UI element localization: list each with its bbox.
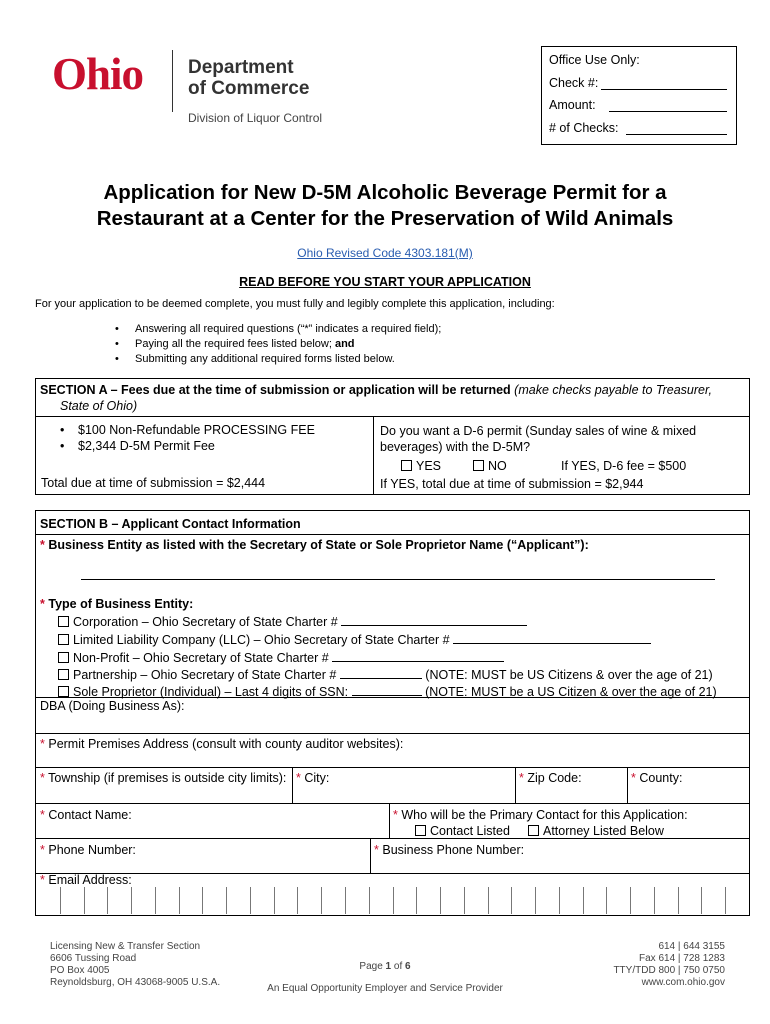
requirement-text: Paying all the required fees listed below; [135, 338, 332, 350]
email-cell-divider [440, 887, 441, 914]
requirements-list [115, 322, 441, 367]
required-mark: * [40, 771, 45, 785]
partnership-note: (NOTE: MUST be US Citizens & over the age of 21) [425, 668, 713, 682]
business-phone-text: Business Phone Number: [382, 843, 525, 857]
checkbox-icon[interactable] [415, 825, 426, 836]
logo-divider [172, 50, 173, 112]
zip-text: Zip Code: [527, 771, 582, 785]
checks-count-label: # of Checks: [549, 121, 619, 135]
d6-question [380, 423, 696, 455]
county-text: County: [639, 771, 683, 785]
divider [36, 534, 749, 535]
required-mark: * [519, 771, 524, 785]
township-text: Township (if premises is outside city limits): [48, 771, 287, 785]
required-mark: * [40, 873, 45, 887]
amount-field[interactable] [609, 111, 727, 112]
requirement-item [115, 337, 441, 352]
required-mark: * [40, 538, 45, 552]
email-cell-divider [630, 887, 631, 914]
email-cell-divider [107, 887, 108, 914]
divider [370, 838, 371, 873]
divider [36, 838, 389, 839]
email-cell-divider [606, 887, 607, 914]
section-a-note-cont: State of Ohio) [60, 399, 138, 413]
section-b-contact [35, 510, 750, 916]
email-cell-divider [274, 887, 275, 914]
email-cell-divider [393, 887, 394, 914]
email-cell-divider [535, 887, 536, 914]
business-type-label [40, 597, 193, 611]
llc-charter-field[interactable] [453, 631, 651, 644]
processing-fee: • $100 Non-Refundable PROCESSING FEE [60, 423, 315, 437]
section-b-heading: SECTION B – Applicant Contact Information [40, 517, 301, 531]
ohio-revised-code-link[interactable]: Ohio Revised Code 4303.181(M) [297, 246, 473, 260]
form-title-line2: Restaurant at a Center for the Preservation of Wild Animals [96, 207, 674, 230]
dba-field[interactable] [36, 697, 749, 733]
requirement-text: Answering all required questions (“*” indicates a required field); [135, 323, 442, 335]
llc-label: Limited Liability Company (LLC) – Ohio Secretary of State Charter # [73, 633, 450, 647]
footer-tty: TTY/TDD 800 | 750 0750 [613, 965, 725, 976]
email-cell-divider [297, 887, 298, 914]
dba-label: DBA (Doing Business As): [40, 699, 185, 713]
required-mark: * [40, 597, 45, 611]
email-cell-divider [84, 887, 85, 914]
form-title-line1: Application for New D-5M Alcoholic Beverage Permit for a [103, 181, 667, 204]
checks-count-field[interactable] [626, 134, 727, 135]
check-number-field[interactable] [601, 89, 727, 90]
county-label [631, 771, 682, 785]
email-cell-divider [131, 887, 132, 914]
email-cell-divider [559, 887, 560, 914]
footer-address-line: 6606 Tussing Road [50, 953, 137, 964]
required-mark: * [296, 771, 301, 785]
amount-label: Amount: [549, 98, 596, 112]
city-label [296, 771, 329, 785]
d6-question-line1: Do you want a D-6 permit (Sunday sales of wine & mixed [380, 424, 697, 438]
checkbox-icon[interactable] [58, 669, 69, 680]
total-due: Total due at time of submission = $2,444 [41, 476, 266, 490]
partnership-label: Partnership – Ohio Secretary of State Charter # [73, 668, 337, 682]
email-cell-divider [678, 887, 679, 914]
checkbox-icon[interactable] [58, 652, 69, 663]
checkbox-icon[interactable] [401, 460, 412, 471]
office-use-box [541, 46, 737, 145]
divider [36, 873, 749, 874]
checkbox-icon[interactable] [58, 634, 69, 645]
equal-opportunity-text: An Equal Opportunity Employer and Service Provider [267, 983, 503, 994]
phone-label [40, 843, 136, 857]
premises-address-label [40, 737, 403, 751]
partnership-option[interactable] [58, 666, 713, 682]
email-cell-divider [725, 887, 726, 914]
business-entity-field[interactable] [81, 579, 715, 580]
department-name [188, 57, 309, 99]
d6-total: If YES, total due at time of submission = $2,944 [380, 477, 644, 491]
divider [627, 767, 628, 803]
email-label [40, 873, 132, 887]
ssn-field[interactable] [352, 683, 422, 696]
office-use-title: Office Use Only: [549, 53, 640, 67]
page-prefix: Page [359, 961, 383, 972]
page-current: 1 [385, 961, 392, 972]
primary-contact-label [393, 808, 688, 822]
divider [36, 733, 749, 734]
d6-yes-label: YES [416, 459, 442, 473]
form-title [0, 180, 770, 232]
business-entity-label [40, 538, 589, 552]
footer-address-line: Licensing New & Transfer Section [50, 941, 201, 952]
email-cell-divider [179, 887, 180, 914]
section-a-fees [35, 378, 750, 495]
email-text: Email Address: [48, 873, 132, 887]
email-field-grid[interactable] [36, 887, 749, 914]
divider [515, 767, 516, 803]
checkbox-icon[interactable] [528, 825, 539, 836]
township-label [40, 771, 286, 785]
attorney-listed-option[interactable] [528, 824, 664, 838]
email-cell-divider [369, 887, 370, 914]
email-cell-divider [416, 887, 417, 914]
ohio-logo: Ohio [52, 49, 144, 99]
section-a-note: (make checks payable to Treasurer, [514, 383, 712, 397]
primary-contact-text: Who will be the Primary Contact for this Application: [401, 808, 688, 822]
nonprofit-option[interactable] [58, 649, 504, 665]
requirement-item [115, 322, 441, 337]
divider [36, 416, 749, 417]
llc-option[interactable] [58, 631, 651, 647]
d6-no-option[interactable] [473, 459, 507, 473]
footer-phone: 614 | 644 3155 [658, 941, 725, 952]
email-cell-divider [226, 887, 227, 914]
partnership-charter-field[interactable] [340, 666, 422, 679]
email-cell-divider [583, 887, 584, 914]
checkbox-icon[interactable] [58, 686, 69, 697]
contact-listed-label: Contact Listed [430, 824, 510, 838]
checkbox-icon[interactable] [473, 460, 484, 471]
division-name: Division of Liquor Control [188, 111, 323, 125]
department-line2: of Commerce [188, 78, 310, 99]
email-cell-divider [654, 887, 655, 914]
divider [36, 803, 749, 804]
contact-name-label [40, 808, 132, 822]
email-cell-divider [701, 887, 702, 914]
footer-contact [613, 941, 725, 989]
divider [389, 838, 749, 839]
email-cell-divider [321, 887, 322, 914]
d6-question-line2: beverages) with the D-5M? [380, 440, 531, 454]
nonprofit-charter-field[interactable] [332, 649, 504, 662]
required-mark: * [40, 843, 45, 857]
check-number-label: Check #: [549, 76, 599, 90]
divider [389, 803, 390, 838]
email-cell-divider [511, 887, 512, 914]
required-mark: * [40, 737, 45, 751]
section-a-heading [40, 382, 740, 414]
divider [373, 416, 374, 494]
footer-address-line: Reynoldsburg, OH 43068-9005 U.S.A. [50, 977, 221, 988]
permit-fee: • $2,344 D-5M Permit Fee [60, 439, 215, 453]
corporation-charter-field[interactable] [341, 613, 527, 626]
footer-address-line: PO Box 4005 [50, 965, 110, 976]
contact-listed-option[interactable] [415, 824, 510, 838]
contact-name-text: Contact Name: [48, 808, 132, 822]
divider [292, 767, 293, 803]
zip-label [519, 771, 582, 785]
section-a-title: SECTION A – Fees due at the time of submission or application will be returned [40, 383, 511, 397]
page-total: 6 [405, 961, 411, 972]
email-cell-divider [202, 887, 203, 914]
checkbox-icon[interactable] [58, 616, 69, 627]
required-mark: * [374, 843, 379, 857]
email-cell-divider [60, 887, 61, 914]
footer-fax: Fax 614 | 728 1283 [639, 953, 725, 964]
department-line1: Department [188, 57, 294, 78]
corporation-option[interactable] [58, 613, 527, 629]
business-phone-label [374, 843, 524, 857]
required-mark: * [40, 808, 45, 822]
nonprofit-label: Non-Profit – Ohio Secretary of State Charter # [73, 651, 329, 665]
business-entity-text: Business Entity as listed with the Secretary of State or Sole Proprietor Name (“Applicant”): [48, 538, 589, 552]
footer-website[interactable]: www.com.ohio.gov [641, 977, 725, 988]
requirement-item [115, 352, 441, 367]
sole-proprietor-label: Sole Proprietor (Individual) – Last 4 digits of SSN: [73, 685, 349, 699]
requirement-emphasis: and [334, 338, 355, 350]
d6-no-label: NO [488, 459, 507, 473]
attorney-listed-label: Attorney Listed Below [543, 824, 664, 838]
requirement-text: Submitting any additional required forms listed below. [135, 353, 395, 365]
intro-text: For your application to be deemed complete, you must fully and legibly complete this application, including: [35, 298, 555, 310]
phone-text: Phone Number: [48, 843, 136, 857]
business-type-text: Type of Business Entity: [48, 597, 194, 611]
required-mark: * [631, 771, 636, 785]
email-cell-divider [250, 887, 251, 914]
sole-proprietor-note: (NOTE: MUST be a US Citizen & over the age of 21) [425, 685, 717, 699]
corporation-label: Corporation – Ohio Secretary of State Charter # [73, 615, 338, 629]
divider [36, 767, 749, 768]
d6-yes-option[interactable] [401, 459, 441, 473]
email-cell-divider [345, 887, 346, 914]
email-cell-divider [464, 887, 465, 914]
premises-address-text: Permit Premises Address (consult with county auditor websites): [48, 737, 404, 751]
page-of: of [393, 961, 403, 972]
email-cell-divider [155, 887, 156, 914]
d6-fee: If YES, D-6 fee = $500 [561, 459, 687, 473]
email-cell-divider [488, 887, 489, 914]
read-before-heading: READ BEFORE YOU START YOUR APPLICATION [239, 275, 531, 289]
city-text: City: [304, 771, 330, 785]
required-mark: * [393, 808, 398, 822]
